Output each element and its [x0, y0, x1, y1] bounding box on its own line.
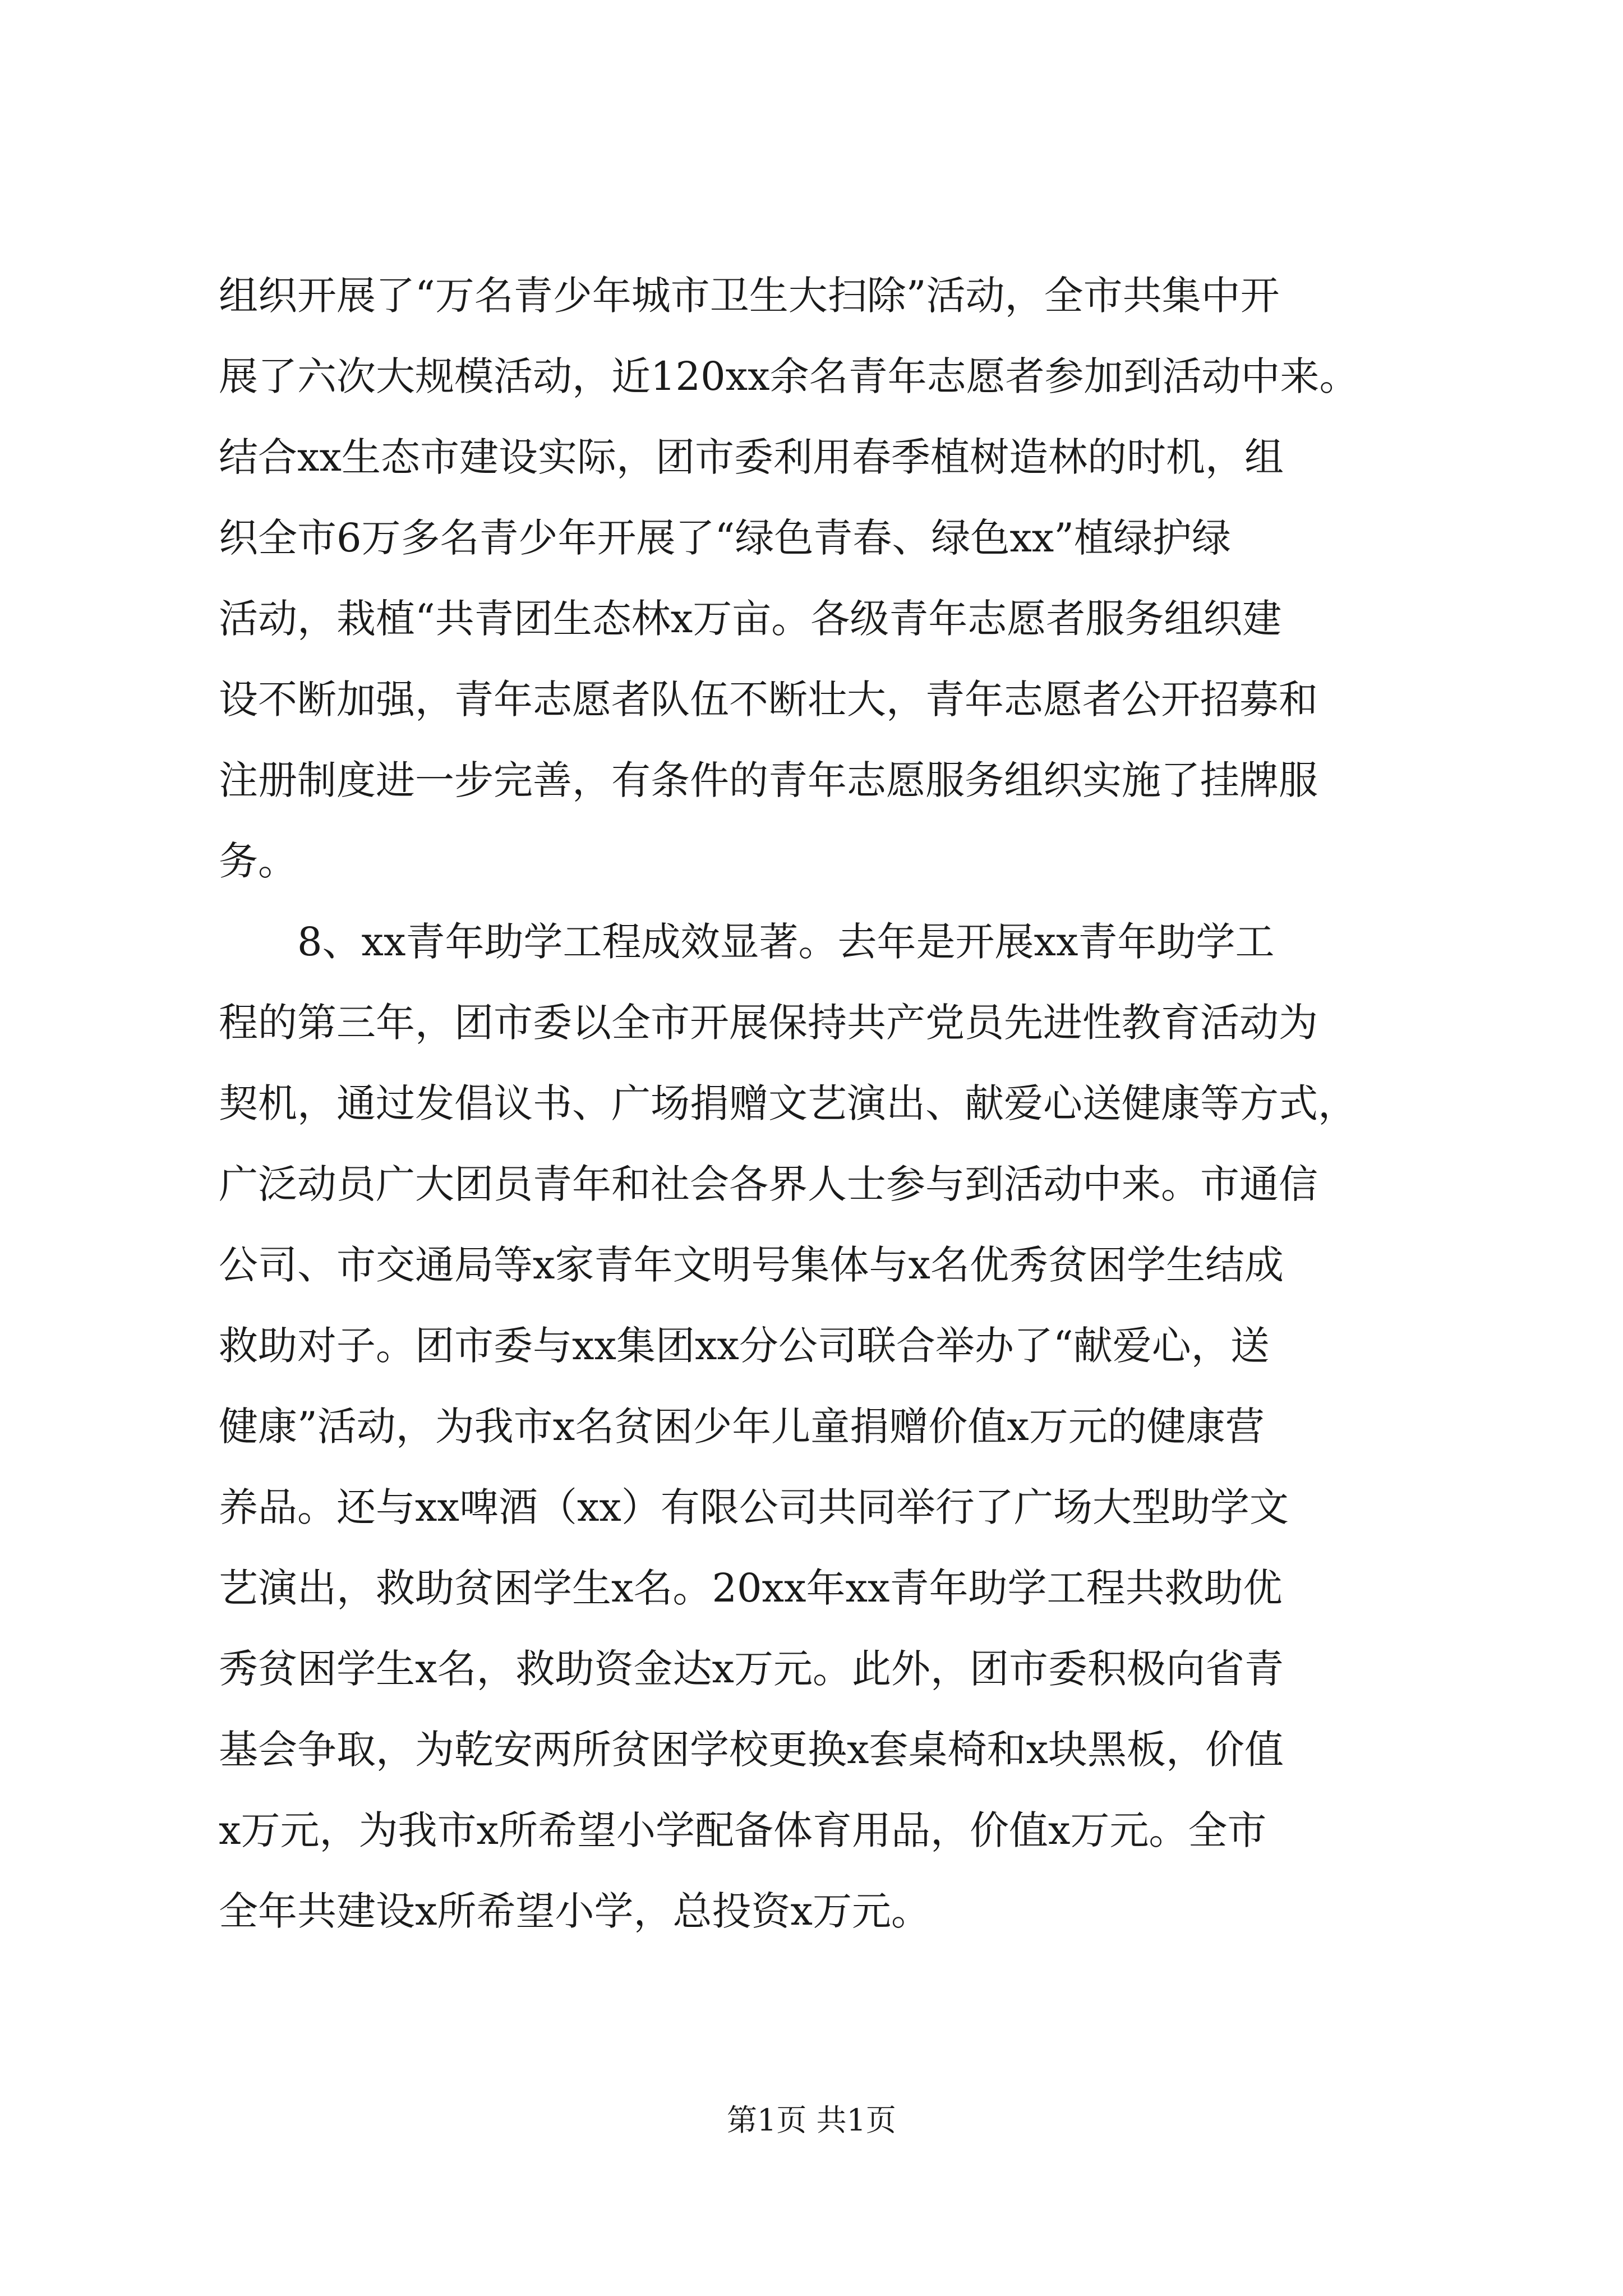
- body-text: [219, 255, 1424, 1952]
- text-line: 展了六次大规模活动，近120xx余名青年志愿者参加到活动中来。: [219, 353, 1359, 399]
- text-line: 养品。还与xx啤酒（xx）有限公司共同举行了广场大型助学文: [219, 1484, 1289, 1530]
- text-line: 注册制度进一步完善，有条件的青年志愿服务组织实施了挂牌服: [219, 757, 1318, 803]
- paragraph-volunteer: [219, 255, 1424, 901]
- text-line: 契机，通过发倡议书、广场捐赠文艺演出、献爱心送健康等方式，: [219, 1080, 1357, 1126]
- text-line: 广泛动员广大团员青年和社会各界人士参与到活动中来。市通信: [219, 1161, 1318, 1207]
- text-line: 设不断加强，青年志愿者队伍不断壮大，青年志愿者公开招募和: [219, 677, 1318, 723]
- text-line: 公司、市交通局等x家青年文明号集体与x名优秀贫困学生结成: [219, 1242, 1284, 1288]
- text-line: 活动，栽植“共青团生态林x万亩。各级青年志愿者服务组织建: [219, 596, 1282, 642]
- text-line: 艺演出，救助贫困学生x名。20xx年xx青年助学工程共救助优: [219, 1565, 1283, 1611]
- page-footer: 第1页 共1页: [727, 2102, 896, 2138]
- text-line: 组织开展了“万名青少年城市卫生大扫除”活动，全市共集中开: [219, 273, 1280, 319]
- text-line: x万元，为我市x所希望小学配备体育用品，价值x万元。全市: [219, 1807, 1267, 1853]
- text-line: 务。: [219, 838, 297, 884]
- text-line: 秀贫困学生x名，救助资金达x万元。此外，团市委积极向省青: [219, 1646, 1284, 1692]
- text-line: 8、xx青年助学工程成效显著。去年是开展xx青年助学工: [297, 919, 1275, 965]
- text-line: 织全市6万多名青少年开展了“绿色青春、绿色xx”植绿护绿: [219, 515, 1232, 561]
- text-line: 结合xx生态市建设实际，团市委利用春季植树造林的时机，组: [219, 434, 1284, 480]
- text-line: 全年共建设x所希望小学，总投资x万元。: [219, 1888, 930, 1934]
- text-line: 基会争取，为乾安两所贫困学校更换x套桌椅和x块黑板，价值: [219, 1727, 1284, 1773]
- text-line: 救助对子。团市委与xx集团xx分公司联合举办了“献爱心，送: [219, 1323, 1270, 1369]
- text-line: 程的第三年，团市委以全市开展保持共产党员先进性教育活动为: [219, 1000, 1318, 1046]
- paragraph-education-aid: [219, 901, 1424, 1952]
- text-line: 健康”活动，为我市x名贫困少年儿童捐赠价值x万元的健康营: [219, 1404, 1265, 1450]
